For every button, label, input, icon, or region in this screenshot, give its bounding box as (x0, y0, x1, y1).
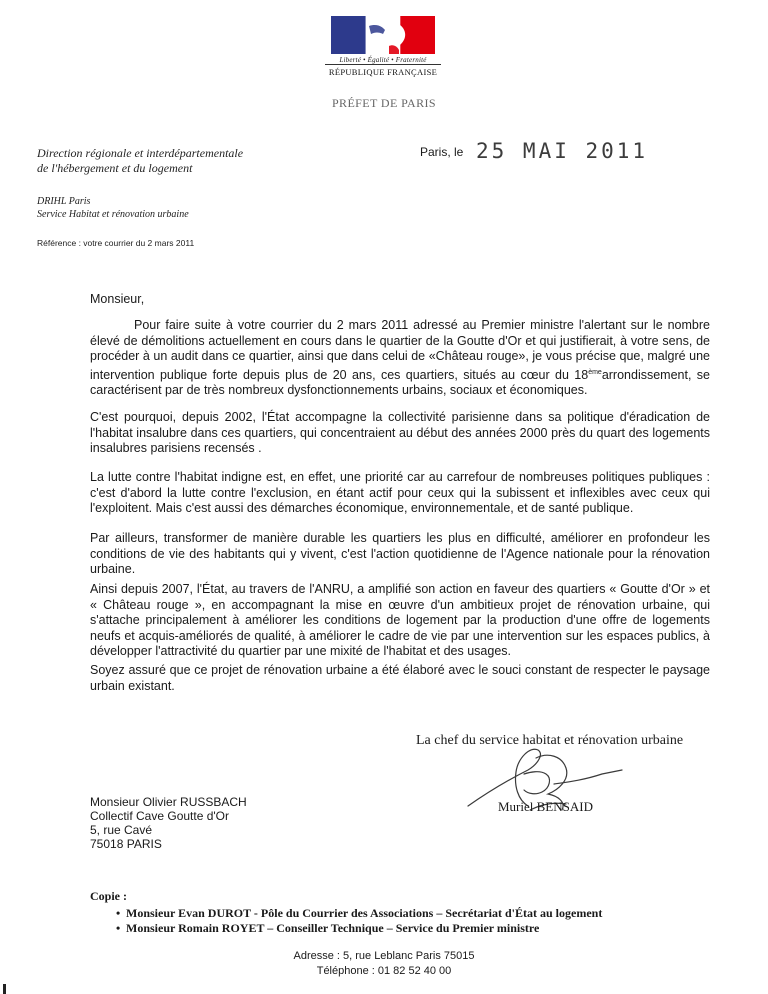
ordinal-suffix: ème (588, 368, 602, 376)
signatory-title: La chef du service habitat et rénovation urbaine (416, 733, 684, 748)
recipient-address (90, 795, 247, 851)
sender-unit (37, 196, 287, 221)
footer (234, 949, 534, 978)
recipient-line-3: 5, rue Cavé (90, 823, 153, 837)
bullet-icon: • (116, 921, 121, 935)
paragraph-1-text-a: Pour faire suite à votre courrier du 2 mars 2011 adressé au Premier ministre l'alertant sur le nombre élevé de démolitions actuellement en cours dans le quartier de la Goutte d'Or et qui justifierait, à votre sens, de procéder à un audit dans ce quartier, ainsi que dans celui de «Château rouge», je vous précise que, malgré une intervention publique forte depuis plus de 20 ans, ces quartiers, situés au cœur du 18 (90, 318, 710, 382)
list-item (116, 906, 676, 921)
republic-motto: Liberté • Égalité • Fraternité (339, 56, 427, 64)
paragraph-4: Par ailleurs, transformer de manière durable les quartiers les plus en difficulté, améliorer en profondeur les conditions de vie des habitants qui y vivent, c'est l'action quotidienne de l'Agence nationale pour la rénovation urbaine. (90, 531, 710, 576)
sender-direction (37, 146, 307, 176)
date-place: Paris, le (420, 145, 464, 159)
paragraph-5: Ainsi depuis 2007, l'État, au travers de l'ANRU, a amplifié son action en faveur des quartiers « Goutte d'Or » et « Château rouge », en accompagnant la mise en œuvre d'un ambitieux projet de rénovation urbaine, qui s'attache principalement à améliorer les conditions de logement par la production d'une offre de logements neufs et acquis-améliorés de qualité, à améliorer le cadre de vie par une intervention sur les espaces publics, à développer l'attractivité du quartier par une mixité de l'habitat et des usages. (90, 582, 710, 658)
footer-address: Adresse : 5, rue Leblanc Paris 75015 (293, 950, 475, 962)
republic-name: RÉPUBLIQUE FRANÇAISE (328, 67, 438, 77)
copy-label: Copie : (90, 889, 127, 903)
marianne-logo (331, 16, 435, 54)
paragraph-3: La lutte contre l'habitat indigne est, en effet, une priorité car au carrefour de nombreuses politiques publiques : c'est d'abord la lutte contre l'exclusion, en étant actif pour ceux qui la subissent et inflexibles avec ceux qui l'exploitent. Mais c'est aussi des démarches économique, environnementale, et de santé publique. (90, 470, 710, 515)
scan-edge-mark (3, 984, 6, 994)
letterhead-divider (325, 64, 441, 65)
unit-line-1: DRIHL Paris (37, 196, 91, 207)
footer-phone: Téléphone : 01 82 52 40 00 (316, 964, 452, 977)
handwritten-signature (458, 744, 634, 830)
copy-list (116, 906, 676, 936)
paragraph-1-text-b: arrondissement, se caractérisent par de très nombreux dysfonctionnements urbains, sociaux et économiques. (90, 367, 710, 398)
copy-recipient-1: Monsieur Evan DUROT - Pôle du Courrier des Associations – Secrétariat d'État au logement (126, 906, 603, 920)
paragraph-2: C'est pourquoi, depuis 2002, l'État accompagne la collectivité parisienne dans sa politique d'éradication de l'habitat insalubre dans ces quartiers, qui concentraient au début des années 2000 près du quart des logements insalubres parisiens recensés . (90, 410, 710, 455)
recipient-line-2: Collectif Cave Goutte d'Or (90, 809, 230, 823)
signatory-name: Muriel BENSAID (498, 799, 593, 814)
recipient-line-4: 75018 PARIS (90, 837, 162, 851)
direction-line-1: Direction régionale et interdépartementale (37, 146, 244, 160)
salutation: Monsieur, (90, 292, 145, 306)
bullet-icon: • (116, 906, 121, 920)
direction-line-2: de l'hébergement et du logement (37, 161, 193, 175)
prefect-title: PRÉFET DE PARIS (331, 96, 437, 110)
recipient-line-1: Monsieur Olivier RUSSBACH (90, 795, 247, 809)
unit-line-2: Service Habitat et rénovation urbaine (37, 208, 189, 220)
reference-line: Référence : votre courrier du 2 mars 2011 (37, 238, 195, 248)
paragraph-1 (90, 318, 710, 399)
date-stamp: 25 MAI 2011 (476, 139, 649, 163)
paragraph-6: Soyez assuré que ce projet de rénovation urbaine a été élaboré avec le souci constant de respecter le paysage urbain existant. (90, 663, 710, 693)
list-item (116, 921, 676, 936)
copy-recipient-2: Monsieur Romain ROYET – Conseiller Technique – Service du Premier ministre (126, 921, 540, 935)
